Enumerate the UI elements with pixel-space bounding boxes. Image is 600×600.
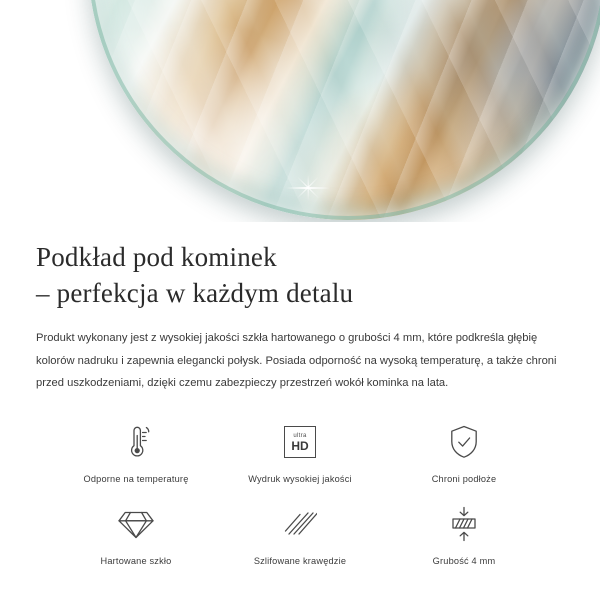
ultra-hd-badge-top: ultra — [293, 432, 307, 439]
thermometer-icon — [119, 420, 153, 464]
content-section — [0, 222, 600, 566]
feature-label: Szlifowane krawędzie — [253, 556, 347, 567]
feature-item — [218, 420, 382, 484]
feature-item — [382, 502, 546, 566]
headline-line-1: Podkład pod kominek — [36, 242, 277, 272]
feature-label: Chroni podłoże — [431, 474, 497, 485]
feature-grid — [36, 420, 564, 566]
shield-check-icon — [447, 420, 481, 464]
feature-label: Odporne na temperaturę — [83, 474, 189, 485]
headline-line-2: – perfekcja w każdym detalu — [36, 277, 354, 308]
feature-item — [218, 502, 382, 566]
feature-label: Grubość 4 mm — [432, 556, 496, 567]
diamond-icon — [117, 502, 155, 546]
feature-label: Wydruk wysokiej jakości — [248, 474, 352, 485]
feature-label: Hartowane szkło — [100, 556, 172, 567]
feature-item — [382, 420, 546, 484]
feature-item — [54, 420, 218, 484]
glass-plate-image — [88, 0, 600, 220]
ultra-hd-badge-bottom: HD — [291, 438, 309, 453]
description-paragraph: Produkt wykonany jest z wysokiej jakości szkła hartowanego o grubości 4 mm, które podkreśla głębię kolorów nadruku i zapewnia elegancki połysk. Posiada odporność na wysoką temperaturę, a także chroni przed uszkodzeniami, dzięki czemu zabezpieczy przestrzeń wokół kominka na lata. — [36, 332, 557, 390]
page-title — [36, 240, 564, 311]
feature-item — [54, 502, 218, 566]
ultra-hd-icon — [284, 420, 316, 464]
polished-edges-icon — [283, 502, 317, 546]
thickness-arrows-icon — [446, 502, 482, 546]
hero-image — [0, 0, 600, 222]
